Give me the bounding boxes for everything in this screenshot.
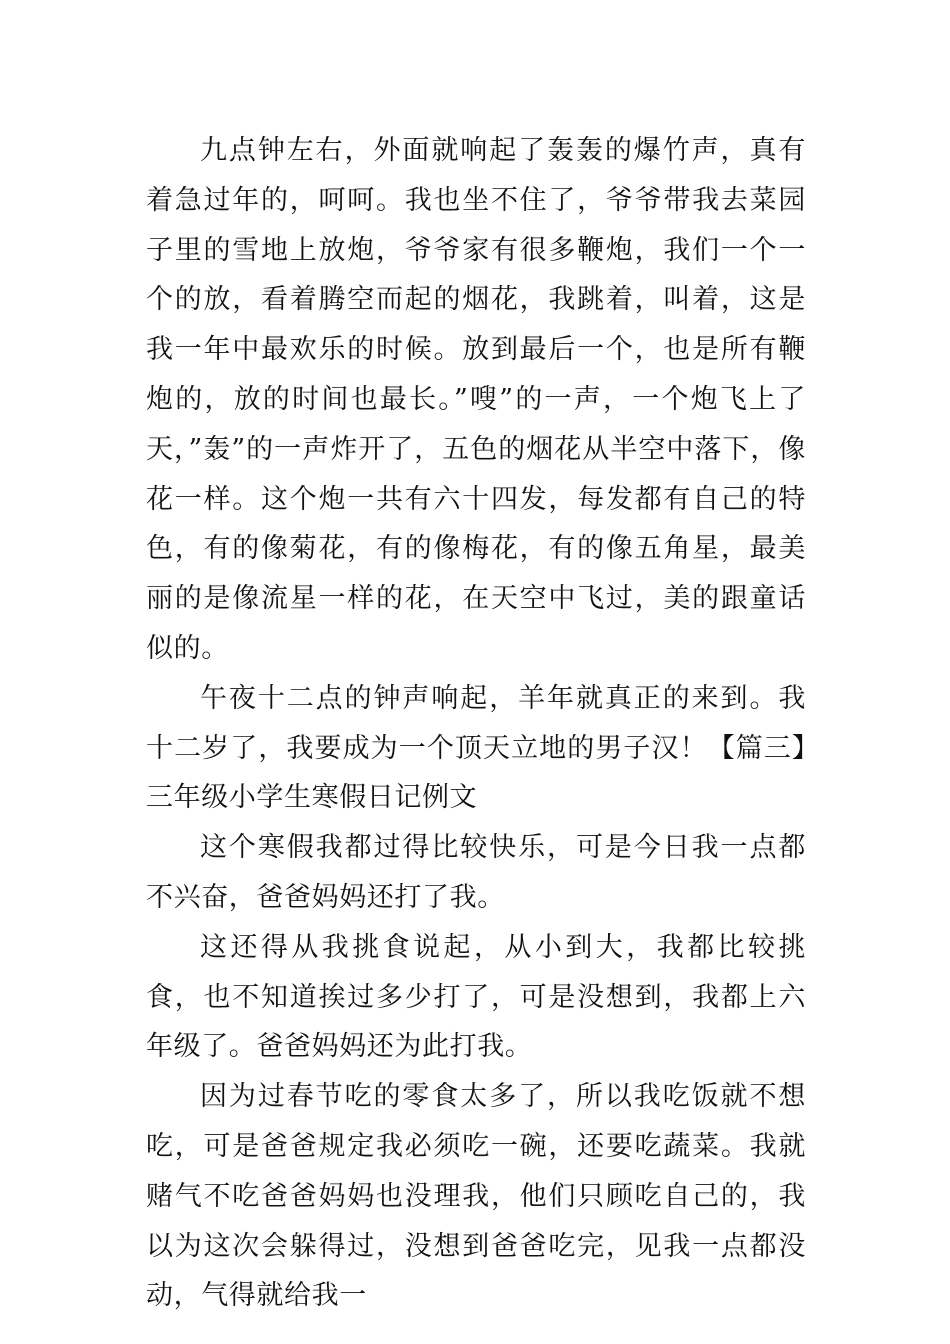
paragraph-3: 这个寒假我都过得比较快乐，可是今日我一点都不兴奋，爸爸妈妈还打了我。 [146,832,806,913]
paragraph-4: 这还得从我挑食说起，从小到大，我都比较挑食，也不知道挨过多少打了，可是没想到，我都上六年级了。爸爸妈妈还为此打我。 [146,931,806,1063]
body-text [146,126,806,1321]
paragraph-5: 因为过春节吃的零食太多了，所以我吃饭就不想吃，可是爸爸规定我必须吃一碗，还要吃蔬菜。我就赌气不吃爸爸妈妈也没理我，他们只顾吃自己的，我以为这次会躲得过，没想到爸爸吃完，见我一点都没动，气得就给我一 [146,1081,806,1312]
paragraph-2: 午夜十二点的钟声响起，羊年就真正的来到。我十二岁了，我要成为一个顶天立地的男子汉！【篇三】三年级小学生寒假日记例文 [146,682,806,814]
paragraph-1: 九点钟左右，外面就响起了轰轰的爆竹声，真有着急过年的，呵呵。我也坐不住了，爷爷带我去菜园子里的雪地上放炮，爷爷家有很多鞭炮，我们一个一个的放，看着腾空而起的烟花，我跳着，叫着，这是我一年中最欢乐的时候。放到最后一个，也是所有鞭炮的，放的时间也最长。”嗖”的一声，一个炮飞上了天，”轰”的一声炸开了，五色的烟花从半空中落下，像花一样。这个炮一共有六十四发，每发都有自己的特色，有的像菊花，有的像梅花，有的像五角星，最美丽的是像流星一样的花，在天空中飞过，美的跟童话似的。 [146,135,806,664]
